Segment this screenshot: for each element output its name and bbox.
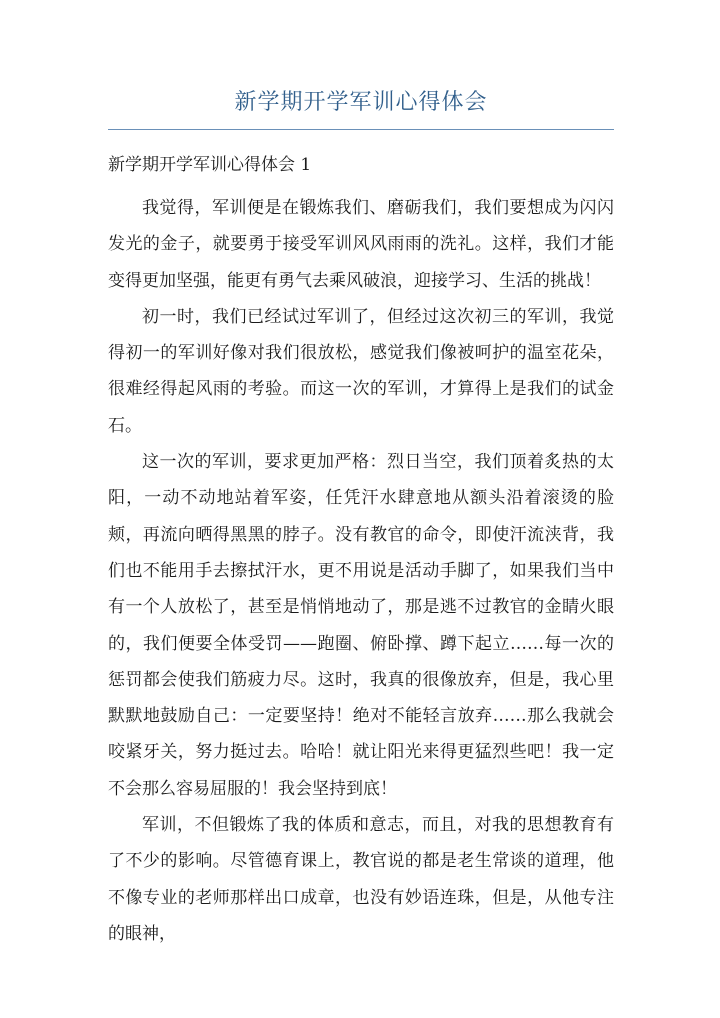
section-heading: 新学期开学军训心得体会 1 (108, 155, 312, 175)
title-divider (108, 129, 614, 130)
paragraph: 军训，不但锻炼了我的体质和意志，而且，对我的思想教育有了不少的影响。尽管德育课上，教官说的都是老生常谈的道理，他不像专业的老师那样出口成章，也没有妙语连珠，但是，从他专注的眼神， (108, 815, 614, 944)
document-title: 新学期开学军训心得体会 (234, 90, 488, 115)
document-body (108, 190, 614, 952)
paragraph: 初一时，我们已经试过军训了，但经过这次初三的军训，我觉得初一的军训好像对我们很放松，感觉我们像被呵护的温室花朵，很难经得起风雨的考验。而这一次的军训，才算得上是我们的试金石。 (108, 306, 614, 436)
paragraph: 这一次的军训，要求更加严格：烈日当空，我们顶着炙热的太阳，一动不动地站着军姿，任凭汗水肆意地从额头沿着滚烫的脸颊，再流向晒得黑黑的脖子。没有教官的命令，即使汗流浃背，我们也不能用手去擦拭汗水，更不用说是活动手脚了，如果我们当中有一个人放松了，甚至是悄悄地动了，那是逃不过教官的金睛火眼的，我们便要全体受罚——跑圈、俯卧撑、蹲下起立……每一次的惩罚都会使我们筋疲力尽。这时，我真的很像放弃，但是，我心里默默地鼓励自己：一定要坚持！绝对不能轻言放弃……那么我就会咬紧牙关，努力挺过去。哈哈！就让阳光来得更猛烈些吧！我一定不会那么容易屈服的！我会坚持到底！ (108, 452, 614, 799)
paragraph: 我觉得，军训便是在锻炼我们、磨砺我们，我们要想成为闪闪发光的金子，就要勇于接受军训风风雨雨的洗礼。这样，我们才能变得更加坚强，能更有勇气去乘风破浪，迎接学习、生活的挑战！ (108, 198, 614, 291)
